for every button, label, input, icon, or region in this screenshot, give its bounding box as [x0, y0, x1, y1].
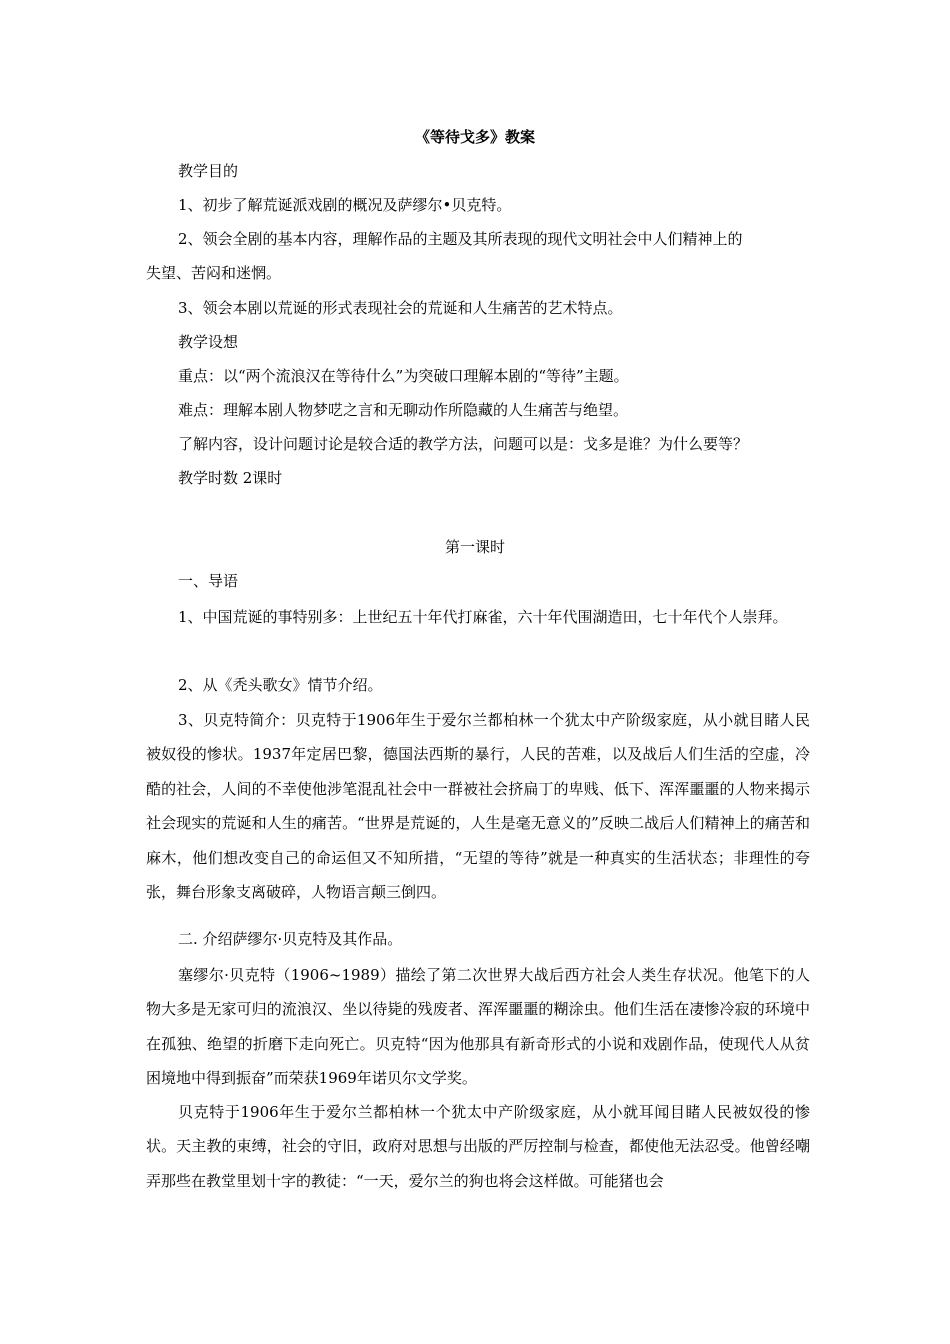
- section-2-paragraph-2: 贝克特于1906年生于爱尔兰都柏林一个犹太中产阶级家庭，从小就耳闻目睹人民被奴役的惨状。天主教的束缚，社会的守旧，政府对思想与出版的严厉控制与检查，都使他无法忍受。他曾经嘲弄那些在教堂里划十字的教徒：“一天，爱尔兰的狗也将会这样做。可能猪也会: [146, 1103, 810, 1190]
- teaching-hours: 教学时数 2课时: [178, 469, 283, 487]
- intro-paragraph-1: 1、中国荒诞的事特别多：上世纪五十年代打麻雀，六十年代围湖造田，七十年代个人崇拜。: [178, 608, 788, 626]
- lesson-1-heading: 第一课时: [444, 538, 505, 556]
- goal-2-line-1: 2、领会全剧的基本内容，理解作品的主题及其所表现的现代文明社会中人们精神上的: [178, 230, 743, 248]
- goal-1: 1、初步了解荒诞派戏剧的概况及萨缪尔•贝克特。: [178, 196, 512, 214]
- document-title: 《等待戈多》教案: [414, 128, 535, 146]
- intro-paragraph-2: 2、从《秃头歌女》情节介绍。: [178, 676, 383, 694]
- goals-heading: 教学目的: [178, 162, 239, 180]
- goal-3: 3、领会本剧以荒诞的形式表现社会的荒诞和人生痛苦的艺术特点。: [178, 299, 623, 317]
- section-2-heading: 二. 介绍萨缪尔·贝克特及其作品。: [178, 930, 403, 948]
- key-point: 重点：以“两个流浪汉在等待什么”为突破口理解本剧的“等待”主题。: [178, 367, 629, 385]
- teaching-method: 了解内容，设计问题讨论是较合适的教学方法，问题可以是：戈多是谁？为什么要等？: [178, 435, 749, 453]
- intro-heading: 一、导语: [178, 572, 239, 590]
- section-2-paragraph-1: 塞缪尔·贝克特（1906~1989）描绘了第二次世界大战后西方社会人类生存状况。他笔下的人物大多是无家可归的流浪汉、坐以待毙的残废者、浑浑噩噩的糊涂虫。他们生活在凄惨冷寂的环境中在孤独、绝望的折磨下走向死亡。贝克特“因为他那具有新奇形式的小说和戏剧作品，使现代人从贫困境地中得到振奋”而荣获1969年诺贝尔文学奖。: [146, 966, 810, 1088]
- goal-2-line-2: 失望、苦闷和迷惘。: [146, 264, 282, 282]
- intro-paragraph-3: 3、贝克特简介：贝克特于1906年生于爱尔兰都柏林一个犹太中产阶级家庭，从小就目睹人民被奴役的惨状。1937年定居巴黎，德国法西斯的暴行，人民的苦难，以及战后人们生活的空虚，冷酷的社会，人间的不幸使他涉笔混乱社会中一群被社会挤扁丁的卑贱、低下、浑浑噩噩的人物来揭示社会现实的荒诞和人生的痛苦。“世界是荒诞的，人生是毫无意义的”反映二战后人们精神上的痛苦和麻木，他们想改变自己的命运但又不知所措，“无望的等待”就是一种真实的生活状态；非理性的夸张，舞台形象支离破碎，人物语言颠三倒四。: [146, 711, 810, 902]
- difficult-point: 难点：理解本剧人物梦呓之言和无聊动作所隐藏的人生痛苦与绝望。: [178, 401, 629, 419]
- design-heading: 教学设想: [178, 333, 239, 351]
